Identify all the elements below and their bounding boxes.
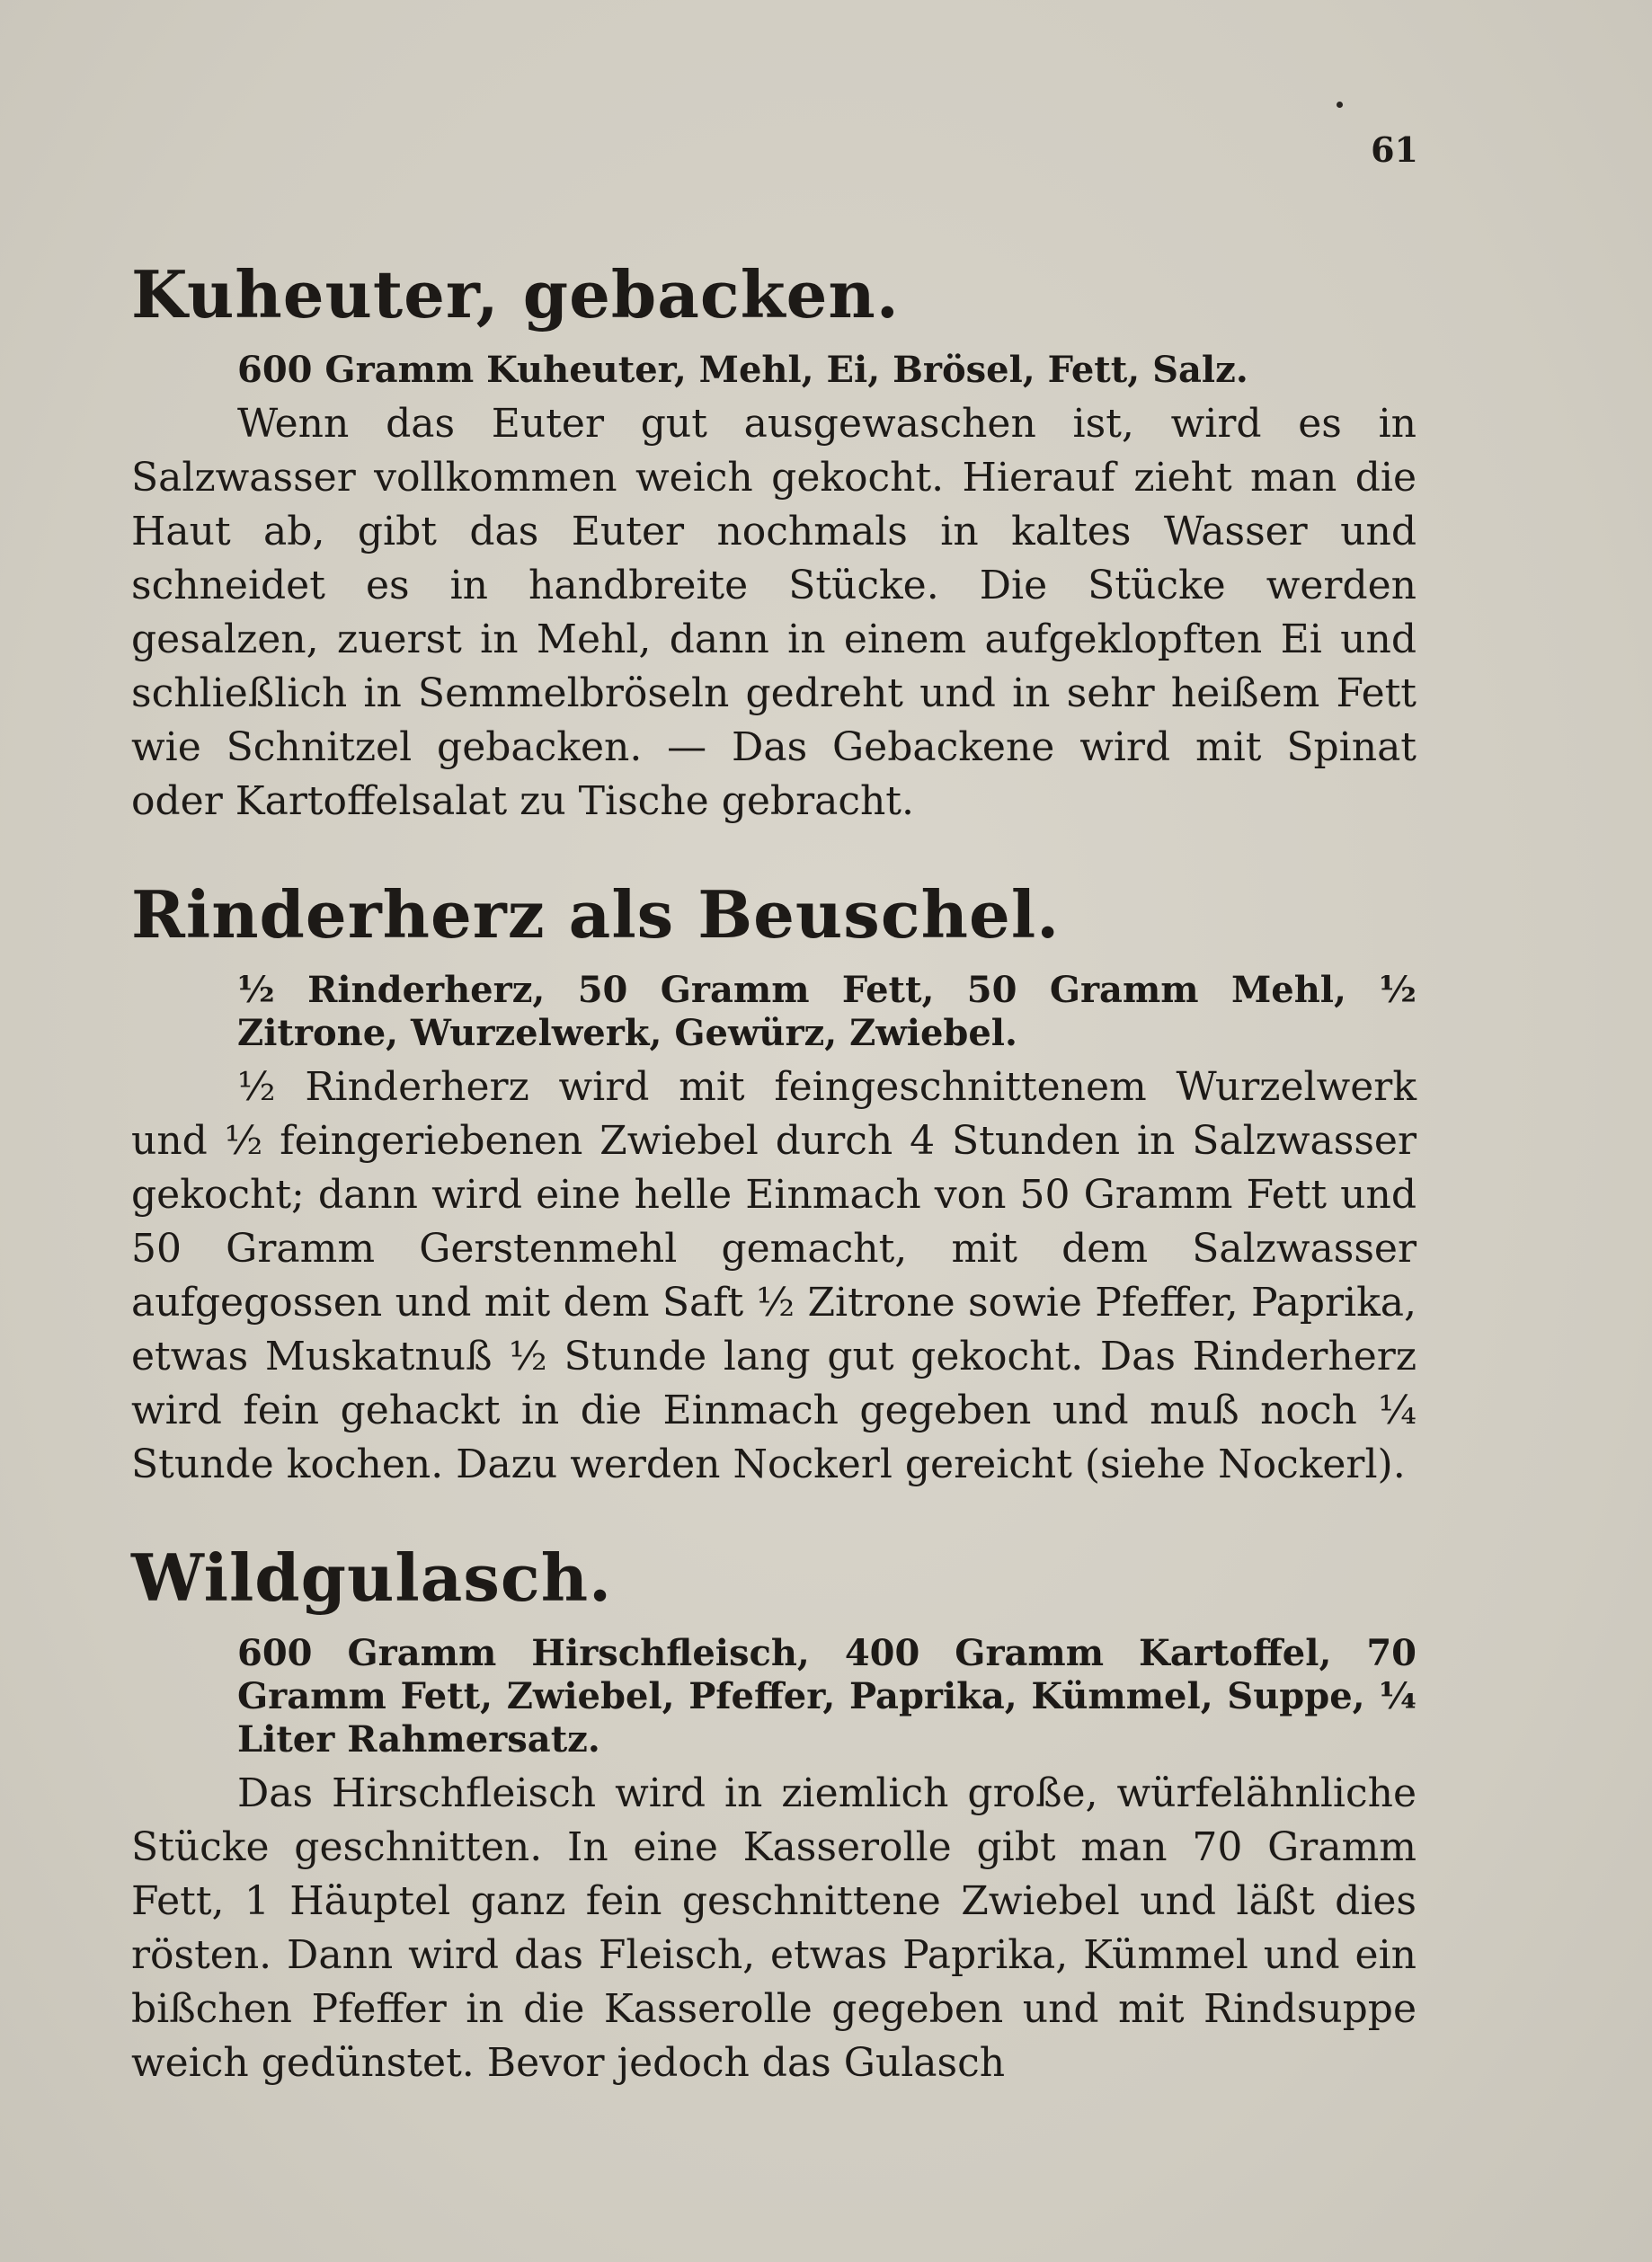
recipe-title: Kuheuter, gebacken. <box>131 256 900 333</box>
page-content <box>131 252 1417 2090</box>
page-number: 61 <box>1371 129 1418 170</box>
recipe-instructions: Wenn das Euter gut ausgewaschen ist, wird es in Salzwasser vollkommen weich gekocht. Hierauf zieht man die Haut ab, gibt das Euter nochmals in kaltes Wasser und schneidet es in handbreite Stücke. Die Stücke werden gesalzen, zuerst in Mehl, dann in einem aufgeklopften Ei und schließlich in Semmelbröseln gedreht und in sehr heißem Fett wie Schnitzel gebacken. — Das Gebackene wird mit Spinat oder Kartoffelsalat zu Tische gebracht. <box>131 401 1417 824</box>
recipe-title: Wildgulasch. <box>131 1539 613 1616</box>
ingredient-list: 600 Gramm Kuheuter, Mehl, Ei, Brösel, Fett, Salz. <box>237 349 1248 391</box>
recipe-instructions: ½ Rinderherz wird mit feingeschnittenem Wurzelwerk und ½ feingeriebenen Zwiebel durch 4 Stunden in Salzwasser gekocht; dann wird eine helle Einmach von 50 Gramm Fett und 50 Gramm Gerstenmehl gemacht, mit dem Salzwasser aufgegossen und mit dem Saft ½ Zitrone sowie Pfeffer, Paprika, etwas Muskatnuß ½ Stunde lang gut gekocht. Das Rinderherz wird fein gehackt in die Einmach gegeben und muß noch ¼ Stunde kochen. Dazu werden Nockerl gereicht (siehe Nockerl). <box>131 1064 1417 1487</box>
ingredient-list: 600 Gramm Hirschfleisch, 400 Gramm Kartoffel, 70 Gramm Fett, Zwiebel, Pfeffer, Paprika, Kümmel, Suppe, ¼ Liter Rahmersatz. <box>237 1632 1417 1761</box>
recipe-title: Rinderherz als Beuschel. <box>131 876 1061 953</box>
print-dot <box>1337 102 1343 108</box>
recipe-wildgulasch <box>131 1535 1417 2090</box>
recipe-instructions: Das Hirschfleisch wird in ziemlich große, würfelähnliche Stücke geschnitten. In eine Kasserolle gibt man 70 Gramm Fett, 1 Häuptel ganz fein geschnittene Zwiebel und läßt dies rösten. Dann wird das Fleisch, etwas Paprika, Kümmel und ein bißchen Pfeffer in die Kasserolle gegeben und mit Rindsuppe weich gedünstet. Bevor jedoch das Gulasch <box>131 1770 1417 2086</box>
recipe-rinderherz <box>131 872 1417 1492</box>
recipe-kuheuter <box>131 252 1417 829</box>
ingredient-list: ½ Rinderherz, 50 Gramm Fett, 50 Gramm Mehl, ½ Zitrone, Wurzelwerk, Gewürz, Zwiebel. <box>237 969 1417 1054</box>
